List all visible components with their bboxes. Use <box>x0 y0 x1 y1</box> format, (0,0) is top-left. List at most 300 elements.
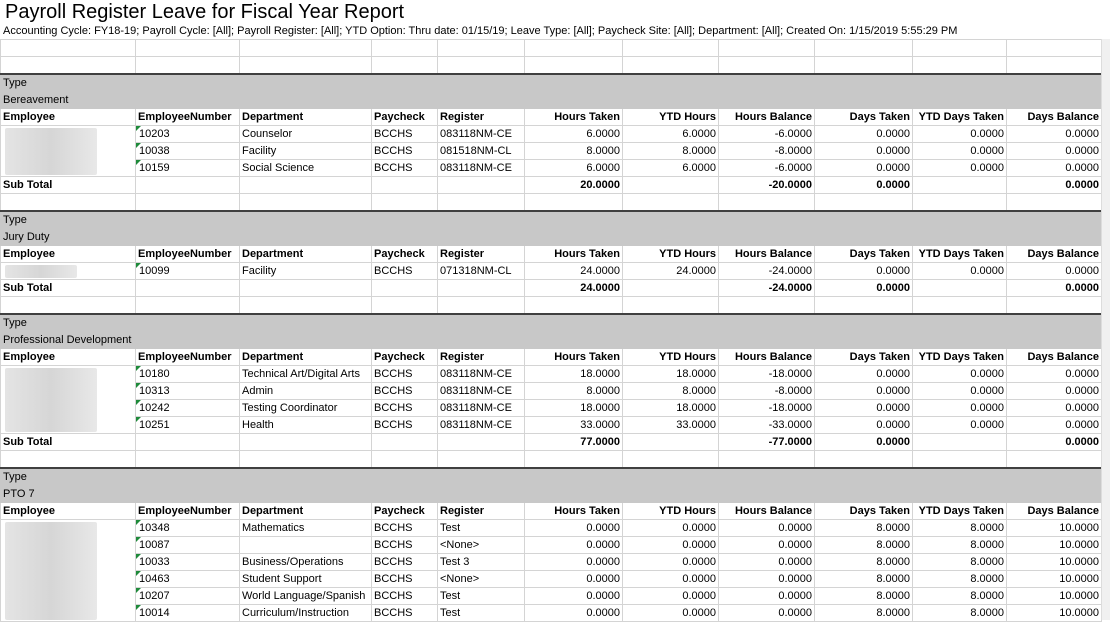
register[interactable]: 083118NM-CE <box>438 383 525 400</box>
days-balance[interactable]: 10.0000 <box>1007 554 1102 571</box>
empty-cell[interactable] <box>719 211 815 229</box>
hours-taken[interactable]: 0.0000 <box>525 520 623 537</box>
employee-number[interactable] <box>136 588 240 605</box>
days-taken[interactable]: 0.0000 <box>815 383 913 400</box>
header-employee[interactable]: Employee <box>1 246 136 263</box>
header-days-taken[interactable]: Days Taken <box>815 503 913 520</box>
ytd-days-taken[interactable]: 0.0000 <box>913 160 1007 177</box>
days-taken[interactable]: 8.0000 <box>815 520 913 537</box>
hours-taken[interactable]: 0.0000 <box>525 605 623 622</box>
section-type-name[interactable]: Jury Duty <box>1 229 136 246</box>
days-balance[interactable]: 10.0000 <box>1007 520 1102 537</box>
paycheck[interactable]: BCCHS <box>372 520 438 537</box>
empty-cell[interactable] <box>623 280 719 297</box>
days-taken[interactable]: 0.0000 <box>815 263 913 280</box>
empty-cell[interactable] <box>525 451 623 469</box>
paycheck[interactable]: BCCHS <box>372 571 438 588</box>
empty-cell[interactable] <box>438 332 525 349</box>
empty-cell[interactable] <box>136 280 240 297</box>
header-ytd-days-taken[interactable]: YTD Days Taken <box>913 109 1007 126</box>
register[interactable]: Test <box>438 520 525 537</box>
empty-cell[interactable] <box>438 74 525 92</box>
ytd-days-taken[interactable]: 8.0000 <box>913 537 1007 554</box>
empty-cell[interactable] <box>815 211 913 229</box>
empty-cell[interactable] <box>372 211 438 229</box>
paycheck[interactable]: BCCHS <box>372 126 438 143</box>
header-paycheck[interactable]: Paycheck <box>372 503 438 520</box>
header-paycheck[interactable]: Paycheck <box>372 246 438 263</box>
hours-balance[interactable]: -8.0000 <box>719 383 815 400</box>
empty-cell[interactable] <box>1007 74 1102 92</box>
hours-balance[interactable]: 0.0000 <box>719 537 815 554</box>
header-hours-balance[interactable]: Hours Balance <box>719 503 815 520</box>
header-hours-taken[interactable]: Hours Taken <box>525 109 623 126</box>
department[interactable]: World Language/Spanish <box>240 588 372 605</box>
empty-cell[interactable] <box>913 486 1007 503</box>
days-balance[interactable]: 0.0000 <box>1007 263 1102 280</box>
empty-cell[interactable] <box>913 57 1007 75</box>
hours-balance[interactable]: 0.0000 <box>719 588 815 605</box>
ytd-days-taken[interactable]: 0.0000 <box>913 143 1007 160</box>
empty-cell[interactable] <box>815 451 913 469</box>
header-days-balance[interactable]: Days Balance <box>1007 109 1102 126</box>
department[interactable]: Technical Art/Digital Arts <box>240 366 372 383</box>
employee-number[interactable] <box>136 160 240 177</box>
empty-cell[interactable] <box>372 314 438 332</box>
empty-cell[interactable] <box>623 229 719 246</box>
empty-cell[interactable] <box>240 211 372 229</box>
empty-cell[interactable] <box>525 486 623 503</box>
department[interactable]: Social Science <box>240 160 372 177</box>
hours-balance[interactable]: -18.0000 <box>719 366 815 383</box>
empty-cell[interactable] <box>913 280 1007 297</box>
days-taken[interactable]: 8.0000 <box>815 537 913 554</box>
empty-cell[interactable] <box>240 40 372 57</box>
days-balance[interactable]: 0.0000 <box>1007 417 1102 434</box>
empty-cell[interactable] <box>913 74 1007 92</box>
section-type-label[interactable]: Type <box>1 314 136 332</box>
empty-cell[interactable] <box>438 297 525 315</box>
empty-cell[interactable] <box>438 468 525 486</box>
empty-cell[interactable] <box>372 74 438 92</box>
empty-cell[interactable] <box>372 92 438 109</box>
ytd-hours[interactable]: 18.0000 <box>623 400 719 417</box>
empty-cell[interactable] <box>372 194 438 212</box>
empty-cell[interactable] <box>372 434 438 451</box>
empty-cell[interactable] <box>438 92 525 109</box>
empty-cell[interactable] <box>136 314 240 332</box>
header-department[interactable]: Department <box>240 246 372 263</box>
empty-cell[interactable] <box>136 486 240 503</box>
register[interactable]: Test 3 <box>438 554 525 571</box>
empty-cell[interactable] <box>240 297 372 315</box>
empty-cell[interactable] <box>438 40 525 57</box>
ytd-hours[interactable]: 0.0000 <box>623 537 719 554</box>
empty-cell[interactable] <box>525 92 623 109</box>
empty-cell[interactable] <box>438 211 525 229</box>
empty-cell[interactable] <box>719 468 815 486</box>
empty-cell[interactable] <box>623 177 719 194</box>
employee-name-redacted[interactable] <box>1 263 136 280</box>
empty-cell[interactable] <box>240 434 372 451</box>
employee-number[interactable] <box>136 263 240 280</box>
register[interactable]: 083118NM-CE <box>438 126 525 143</box>
days-taken[interactable]: 8.0000 <box>815 554 913 571</box>
empty-cell[interactable] <box>623 297 719 315</box>
subtotal-days-balance[interactable]: 0.0000 <box>1007 434 1102 451</box>
register[interactable]: <None> <box>438 537 525 554</box>
department[interactable]: Health <box>240 417 372 434</box>
empty-cell[interactable] <box>136 57 240 75</box>
employee-number[interactable] <box>136 417 240 434</box>
empty-cell[interactable] <box>525 74 623 92</box>
department[interactable]: Business/Operations <box>240 554 372 571</box>
department[interactable]: Testing Coordinator <box>240 400 372 417</box>
ytd-hours[interactable]: 6.0000 <box>623 126 719 143</box>
paycheck[interactable]: BCCHS <box>372 383 438 400</box>
empty-cell[interactable] <box>240 177 372 194</box>
header-ytd-hours[interactable]: YTD Hours <box>623 246 719 263</box>
empty-cell[interactable] <box>1 40 136 57</box>
empty-cell[interactable] <box>438 229 525 246</box>
employee-number[interactable] <box>136 400 240 417</box>
subtotal-hours-taken[interactable]: 20.0000 <box>525 177 623 194</box>
empty-cell[interactable] <box>438 314 525 332</box>
register[interactable]: 083118NM-CE <box>438 160 525 177</box>
header-days-balance[interactable]: Days Balance <box>1007 246 1102 263</box>
empty-cell[interactable] <box>525 229 623 246</box>
header-department[interactable]: Department <box>240 503 372 520</box>
hours-balance[interactable]: -24.0000 <box>719 263 815 280</box>
department[interactable]: Student Support <box>240 571 372 588</box>
section-type-label[interactable]: Type <box>1 468 136 486</box>
empty-cell[interactable] <box>1007 451 1102 469</box>
empty-cell[interactable] <box>1007 297 1102 315</box>
header-register[interactable]: Register <box>438 349 525 366</box>
ytd-hours[interactable]: 8.0000 <box>623 383 719 400</box>
header-employee-number[interactable]: EmployeeNumber <box>136 503 240 520</box>
empty-cell[interactable] <box>240 280 372 297</box>
header-hours-balance[interactable]: Hours Balance <box>719 109 815 126</box>
empty-cell[interactable] <box>719 57 815 75</box>
register[interactable]: 071318NM-CL <box>438 263 525 280</box>
subtotal-days-balance[interactable]: 0.0000 <box>1007 280 1102 297</box>
empty-cell[interactable] <box>525 314 623 332</box>
department[interactable]: Counselor <box>240 126 372 143</box>
hours-balance[interactable]: -6.0000 <box>719 126 815 143</box>
days-balance[interactable]: 0.0000 <box>1007 143 1102 160</box>
hours-balance[interactable]: -8.0000 <box>719 143 815 160</box>
employee-number[interactable] <box>136 537 240 554</box>
days-taken[interactable]: 8.0000 <box>815 571 913 588</box>
empty-cell[interactable] <box>623 486 719 503</box>
header-days-taken[interactable]: Days Taken <box>815 109 913 126</box>
empty-cell[interactable] <box>525 211 623 229</box>
empty-cell[interactable] <box>815 297 913 315</box>
empty-cell[interactable] <box>438 486 525 503</box>
hours-balance[interactable]: 0.0000 <box>719 571 815 588</box>
paycheck[interactable]: BCCHS <box>372 400 438 417</box>
empty-cell[interactable] <box>719 332 815 349</box>
empty-cell[interactable] <box>372 280 438 297</box>
empty-cell[interactable] <box>719 229 815 246</box>
header-employee-number[interactable]: EmployeeNumber <box>136 349 240 366</box>
empty-cell[interactable] <box>815 92 913 109</box>
ytd-hours[interactable]: 18.0000 <box>623 366 719 383</box>
empty-cell[interactable] <box>372 177 438 194</box>
empty-cell[interactable] <box>136 40 240 57</box>
empty-cell[interactable] <box>372 451 438 469</box>
empty-cell[interactable] <box>1007 468 1102 486</box>
hours-taken[interactable]: 6.0000 <box>525 126 623 143</box>
employee-name-redacted[interactable] <box>1 520 136 622</box>
days-taken[interactable]: 0.0000 <box>815 400 913 417</box>
department[interactable]: Mathematics <box>240 520 372 537</box>
header-employee[interactable]: Employee <box>1 503 136 520</box>
register[interactable]: Test <box>438 588 525 605</box>
header-register[interactable]: Register <box>438 246 525 263</box>
header-hours-balance[interactable]: Hours Balance <box>719 349 815 366</box>
header-ytd-days-taken[interactable]: YTD Days Taken <box>913 349 1007 366</box>
header-hours-taken[interactable]: Hours Taken <box>525 349 623 366</box>
header-hours-balance[interactable]: Hours Balance <box>719 246 815 263</box>
empty-cell[interactable] <box>240 74 372 92</box>
days-balance[interactable]: 10.0000 <box>1007 605 1102 622</box>
empty-cell[interactable] <box>240 468 372 486</box>
empty-cell[interactable] <box>372 468 438 486</box>
empty-cell[interactable] <box>815 74 913 92</box>
empty-cell[interactable] <box>1 451 136 469</box>
empty-cell[interactable] <box>136 177 240 194</box>
empty-cell[interactable] <box>815 229 913 246</box>
empty-cell[interactable] <box>913 332 1007 349</box>
days-taken[interactable]: 8.0000 <box>815 605 913 622</box>
empty-cell[interactable] <box>525 57 623 75</box>
empty-cell[interactable] <box>623 40 719 57</box>
empty-cell[interactable] <box>913 92 1007 109</box>
empty-cell[interactable] <box>623 434 719 451</box>
empty-cell[interactable] <box>136 332 240 349</box>
empty-cell[interactable] <box>719 451 815 469</box>
employee-number[interactable] <box>136 520 240 537</box>
empty-cell[interactable] <box>913 211 1007 229</box>
header-paycheck[interactable]: Paycheck <box>372 109 438 126</box>
header-ytd-hours[interactable]: YTD Hours <box>623 349 719 366</box>
ytd-days-taken[interactable]: 8.0000 <box>913 520 1007 537</box>
days-balance[interactable]: 0.0000 <box>1007 383 1102 400</box>
hours-balance[interactable]: -6.0000 <box>719 160 815 177</box>
department[interactable] <box>240 537 372 554</box>
hours-balance[interactable]: 0.0000 <box>719 605 815 622</box>
days-taken[interactable]: 0.0000 <box>815 417 913 434</box>
paycheck[interactable]: BCCHS <box>372 366 438 383</box>
hours-balance[interactable]: -33.0000 <box>719 417 815 434</box>
employee-number[interactable] <box>136 554 240 571</box>
empty-cell[interactable] <box>372 297 438 315</box>
empty-cell[interactable] <box>525 332 623 349</box>
employee-number[interactable] <box>136 383 240 400</box>
subtotal-days-taken[interactable]: 0.0000 <box>815 177 913 194</box>
empty-cell[interactable] <box>438 280 525 297</box>
days-balance[interactable]: 0.0000 <box>1007 366 1102 383</box>
empty-cell[interactable] <box>240 486 372 503</box>
days-taken[interactable]: 0.0000 <box>815 366 913 383</box>
employee-number[interactable] <box>136 126 240 143</box>
empty-cell[interactable] <box>240 92 372 109</box>
subtotal-days-taken[interactable]: 0.0000 <box>815 280 913 297</box>
employee-number[interactable] <box>136 571 240 588</box>
ytd-days-taken[interactable]: 8.0000 <box>913 588 1007 605</box>
paycheck[interactable]: BCCHS <box>372 263 438 280</box>
paycheck[interactable]: BCCHS <box>372 160 438 177</box>
empty-cell[interactable] <box>719 486 815 503</box>
days-taken[interactable]: 8.0000 <box>815 588 913 605</box>
days-taken[interactable]: 0.0000 <box>815 143 913 160</box>
empty-cell[interactable] <box>525 194 623 212</box>
empty-cell[interactable] <box>372 229 438 246</box>
hours-balance[interactable]: 0.0000 <box>719 520 815 537</box>
ytd-hours[interactable]: 0.0000 <box>623 571 719 588</box>
header-days-balance[interactable]: Days Balance <box>1007 503 1102 520</box>
register[interactable]: 083118NM-CE <box>438 366 525 383</box>
hours-taken[interactable]: 33.0000 <box>525 417 623 434</box>
header-ytd-hours[interactable]: YTD Hours <box>623 109 719 126</box>
empty-cell[interactable] <box>240 332 372 349</box>
ytd-hours[interactable]: 0.0000 <box>623 520 719 537</box>
hours-taken[interactable]: 18.0000 <box>525 366 623 383</box>
empty-cell[interactable] <box>136 451 240 469</box>
empty-cell[interactable] <box>719 194 815 212</box>
header-days-taken[interactable]: Days Taken <box>815 246 913 263</box>
subtotal-label[interactable]: Sub Total <box>1 434 136 451</box>
empty-cell[interactable] <box>719 40 815 57</box>
empty-cell[interactable] <box>136 297 240 315</box>
empty-cell[interactable] <box>136 194 240 212</box>
empty-cell[interactable] <box>372 486 438 503</box>
header-hours-taken[interactable]: Hours Taken <box>525 246 623 263</box>
empty-cell[interactable] <box>240 451 372 469</box>
hours-taken[interactable]: 8.0000 <box>525 383 623 400</box>
empty-cell[interactable] <box>372 40 438 57</box>
empty-cell[interactable] <box>623 194 719 212</box>
days-balance[interactable]: 0.0000 <box>1007 126 1102 143</box>
empty-cell[interactable] <box>1007 314 1102 332</box>
header-days-taken[interactable]: Days Taken <box>815 349 913 366</box>
department[interactable]: Curriculum/Instruction <box>240 605 372 622</box>
ytd-hours[interactable]: 6.0000 <box>623 160 719 177</box>
ytd-days-taken[interactable]: 0.0000 <box>913 263 1007 280</box>
empty-cell[interactable] <box>719 314 815 332</box>
section-type-name[interactable]: PTO 7 <box>1 486 136 503</box>
ytd-days-taken[interactable]: 8.0000 <box>913 571 1007 588</box>
register[interactable]: Test <box>438 605 525 622</box>
empty-cell[interactable] <box>623 57 719 75</box>
empty-cell[interactable] <box>438 194 525 212</box>
empty-cell[interactable] <box>623 74 719 92</box>
empty-cell[interactable] <box>136 74 240 92</box>
empty-cell[interactable] <box>136 229 240 246</box>
days-balance[interactable]: 0.0000 <box>1007 400 1102 417</box>
empty-cell[interactable] <box>1 57 136 75</box>
hours-taken[interactable]: 8.0000 <box>525 143 623 160</box>
days-balance[interactable]: 10.0000 <box>1007 537 1102 554</box>
empty-cell[interactable] <box>136 434 240 451</box>
empty-cell[interactable] <box>240 314 372 332</box>
ytd-days-taken[interactable]: 0.0000 <box>913 417 1007 434</box>
empty-cell[interactable] <box>913 468 1007 486</box>
empty-cell[interactable] <box>372 332 438 349</box>
empty-cell[interactable] <box>525 40 623 57</box>
empty-cell[interactable] <box>913 177 1007 194</box>
subtotal-days-taken[interactable]: 0.0000 <box>815 434 913 451</box>
empty-cell[interactable] <box>815 314 913 332</box>
hours-taken[interactable]: 0.0000 <box>525 554 623 571</box>
empty-cell[interactable] <box>815 194 913 212</box>
empty-cell[interactable] <box>1 297 136 315</box>
hours-balance[interactable]: -18.0000 <box>719 400 815 417</box>
empty-cell[interactable] <box>1007 211 1102 229</box>
empty-cell[interactable] <box>372 57 438 75</box>
empty-cell[interactable] <box>623 451 719 469</box>
vertical-scrollbar[interactable] <box>1101 39 1110 620</box>
empty-cell[interactable] <box>438 57 525 75</box>
empty-cell[interactable] <box>623 92 719 109</box>
ytd-hours[interactable]: 33.0000 <box>623 417 719 434</box>
empty-cell[interactable] <box>913 40 1007 57</box>
employee-number[interactable] <box>136 143 240 160</box>
ytd-hours[interactable]: 0.0000 <box>623 588 719 605</box>
employee-number[interactable] <box>136 366 240 383</box>
subtotal-label[interactable]: Sub Total <box>1 177 136 194</box>
hours-taken[interactable]: 24.0000 <box>525 263 623 280</box>
subtotal-label[interactable]: Sub Total <box>1 280 136 297</box>
hours-taken[interactable]: 0.0000 <box>525 537 623 554</box>
empty-cell[interactable] <box>525 468 623 486</box>
register[interactable]: 083118NM-CE <box>438 417 525 434</box>
subtotal-hours-taken[interactable]: 77.0000 <box>525 434 623 451</box>
empty-cell[interactable] <box>815 332 913 349</box>
header-ytd-days-taken[interactable]: YTD Days Taken <box>913 246 1007 263</box>
empty-cell[interactable] <box>913 451 1007 469</box>
empty-cell[interactable] <box>1007 92 1102 109</box>
days-balance[interactable]: 0.0000 <box>1007 160 1102 177</box>
empty-cell[interactable] <box>719 297 815 315</box>
header-ytd-hours[interactable]: YTD Hours <box>623 503 719 520</box>
header-hours-taken[interactable]: Hours Taken <box>525 503 623 520</box>
ytd-hours[interactable]: 24.0000 <box>623 263 719 280</box>
empty-cell[interactable] <box>913 229 1007 246</box>
header-ytd-days-taken[interactable]: YTD Days Taken <box>913 503 1007 520</box>
report-grid[interactable] <box>0 39 1102 622</box>
header-department[interactable]: Department <box>240 349 372 366</box>
subtotal-hours-balance[interactable]: -77.0000 <box>719 434 815 451</box>
paycheck[interactable]: BCCHS <box>372 537 438 554</box>
ytd-hours[interactable]: 0.0000 <box>623 554 719 571</box>
empty-cell[interactable] <box>438 451 525 469</box>
subtotal-hours-balance[interactable]: -20.0000 <box>719 177 815 194</box>
employee-number[interactable] <box>136 605 240 622</box>
section-type-label[interactable]: Type <box>1 74 136 92</box>
empty-cell[interactable] <box>1007 332 1102 349</box>
empty-cell[interactable] <box>136 468 240 486</box>
header-register[interactable]: Register <box>438 503 525 520</box>
ytd-days-taken[interactable]: 8.0000 <box>913 605 1007 622</box>
ytd-days-taken[interactable]: 0.0000 <box>913 366 1007 383</box>
empty-cell[interactable] <box>623 211 719 229</box>
ytd-hours[interactable]: 0.0000 <box>623 605 719 622</box>
section-type-label[interactable]: Type <box>1 211 136 229</box>
empty-cell[interactable] <box>240 229 372 246</box>
